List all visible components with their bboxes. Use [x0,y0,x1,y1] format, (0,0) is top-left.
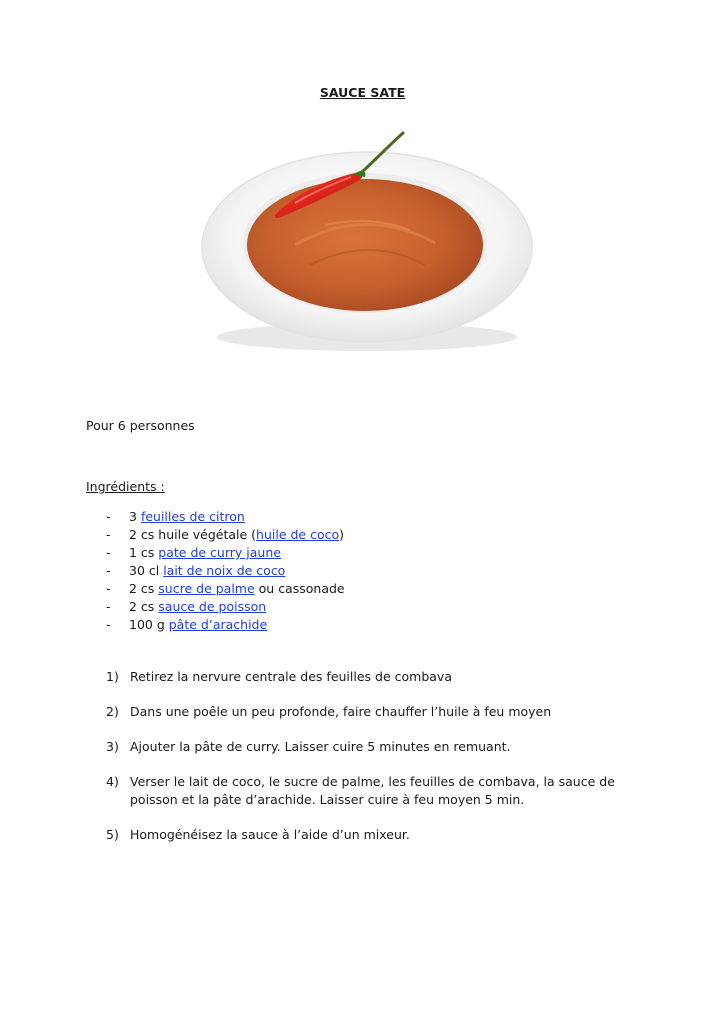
ingredient-link[interactable]: lait de noix de coco [163,563,286,578]
ingredient-item: - 2 cs sauce de poisson [106,599,267,614]
ingredient-link[interactable]: pate de curry jaune [158,545,281,560]
step-text: Homogénéisez la sauce à l’aide d’un mixeur. [130,827,410,842]
sauce-dish-image [195,125,545,365]
step-number: 1) [106,669,119,684]
step-item [106,703,626,721]
ingredient-item: - 2 cs huile végétale (huile de coco) [106,527,345,542]
step-text: Ajouter la pâte de curry. Laisser cuire 5 minutes en remuant. [130,739,511,754]
ingredient-link[interactable]: pâte d’arachide [168,617,268,632]
step-text: Dans une poêle un peu profonde, faire chauffer l’huile à feu moyen [130,704,552,719]
ingredient-item: - 3 feuilles de citron [106,509,245,524]
step-number: 2) [106,704,119,719]
bullet-dash: - [106,599,111,614]
steps-list [106,668,626,861]
step-text: Verser le lait de coco, le sucre de palme, les feuilles de combava, la sauce de poisson et la pâte d’arachide. Laisser cuire à feu moyen 5 min. [130,774,615,807]
step-text: Retirez la nervure centrale des feuilles de combava [130,669,452,684]
bullet-dash: - [106,545,111,560]
ingredient-item: - 2 cs sucre de palme ou cassonade [106,581,345,596]
bullet-dash: - [106,617,111,632]
step-item [106,738,626,756]
step-item [106,826,626,844]
ingredient-item: - 100 g pâte d’arachide [106,617,268,632]
ingredient-item: - 1 cs pate de curry jaune [106,545,281,560]
step-number: 5) [106,827,119,842]
ingredient-link[interactable]: sauce de poisson [158,599,267,614]
ingredient-link[interactable]: huile de coco [256,527,340,542]
servings-text: Pour 6 personnes [86,418,195,433]
recipe-title: SAUCE SATE [319,85,406,100]
bullet-dash: - [106,527,111,542]
ingredients-heading: Ingrédients : [86,479,165,494]
ingredient-item: - 30 cl lait de noix de coco [106,563,286,578]
step-number: 3) [106,739,119,754]
ingredients-list [106,508,345,634]
step-number: 4) [106,774,119,789]
ingredient-link[interactable]: sucre de palme [158,581,255,596]
bullet-dash: - [106,581,111,596]
step-item [106,773,626,809]
ingredient-link[interactable]: feuilles de citron [140,509,245,524]
sauce [247,179,483,311]
bullet-dash: - [106,563,111,578]
bullet-dash: - [106,509,111,524]
step-item [106,668,626,686]
